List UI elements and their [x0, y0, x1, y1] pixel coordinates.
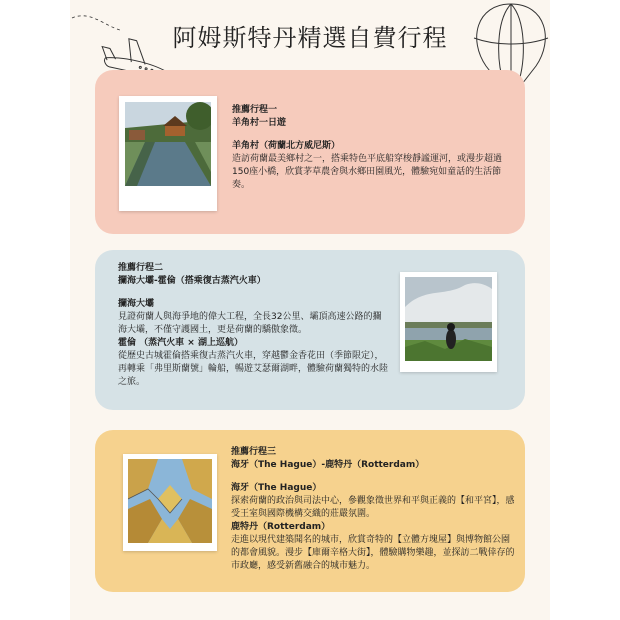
section-subtitle: 霍倫 （蒸汽火車 × 湖上巡航）: [118, 338, 243, 348]
itinerary-heading: 推薦行程一: [232, 105, 278, 115]
itinerary-card-1: [95, 70, 525, 234]
itinerary-text-3: [231, 446, 516, 573]
itinerary-name: 羊角村一日遊: [232, 118, 287, 128]
photo-frame: [119, 96, 217, 211]
itinerary-text-2: [118, 262, 388, 389]
section-body: 從歷史古城霍倫搭乘復古蒸汽火車，穿越鬱金香花田（季節限定），再轉乘「弗里斯蘭號」輪船，暢遊艾瑟爾湖畔，體驗荷蘭獨特的水陸之旅。: [118, 351, 389, 387]
section-subtitle: 羊角村（荷蘭北方威尼斯）: [232, 141, 341, 151]
itinerary-name: 海牙（The Hague）-鹿特丹（Rotterdam）: [231, 460, 425, 470]
itinerary-heading: 推薦行程三: [231, 447, 277, 457]
cube-houses-photo: [128, 459, 212, 543]
itinerary-card-2: [95, 250, 525, 410]
section-subtitle: 攔海大壩: [118, 299, 155, 309]
section-subtitle: 鹿特丹（Rotterdam）: [231, 522, 331, 532]
section-subtitle: 海牙（The Hague）: [231, 483, 322, 493]
section-body: 走進以現代建築聞名的城市，欣賞奇特的【立體方塊屋】與博物館公園的都會風貌。漫步【庫爾辛格大街】，體驗購物樂趣，並探訪二戰倖存的市政廳，感受新舊融合的城市魅力。: [231, 535, 515, 571]
photo-frame: [400, 272, 497, 372]
canal-village-photo: [125, 102, 211, 186]
section-body: 見證荷蘭人與海爭地的偉大工程，全長32公里、壩頂高速公路的攔海大壩，不僅守護國土，更是荷蘭的驕傲象徵。: [118, 312, 382, 335]
itinerary-card-3: [95, 430, 525, 592]
lake-landscape-photo: [405, 277, 492, 361]
section-body: 造訪荷蘭最美鄉村之一，搭乘特色平底船穿梭靜謐運河，或漫步超過150座小橋，欣賞茅草農舍與水鄉田園風光，體驗宛如童話的生活節奏。: [232, 154, 503, 190]
itinerary-name: 攔海大壩-霍倫（搭乘復古蒸汽火車）: [118, 276, 266, 286]
itinerary-heading: 推薦行程二: [118, 263, 164, 273]
page-title: 阿姆斯特丹精選自費行程: [172, 24, 448, 52]
photo-frame: [123, 454, 217, 551]
section-body: 探索荷蘭的政治與司法中心，參觀象徵世界和平與正義的【和平宮】，感受王室與國際機構交織的莊嚴氛圍。: [231, 496, 515, 519]
itinerary-text-1: [232, 104, 517, 192]
